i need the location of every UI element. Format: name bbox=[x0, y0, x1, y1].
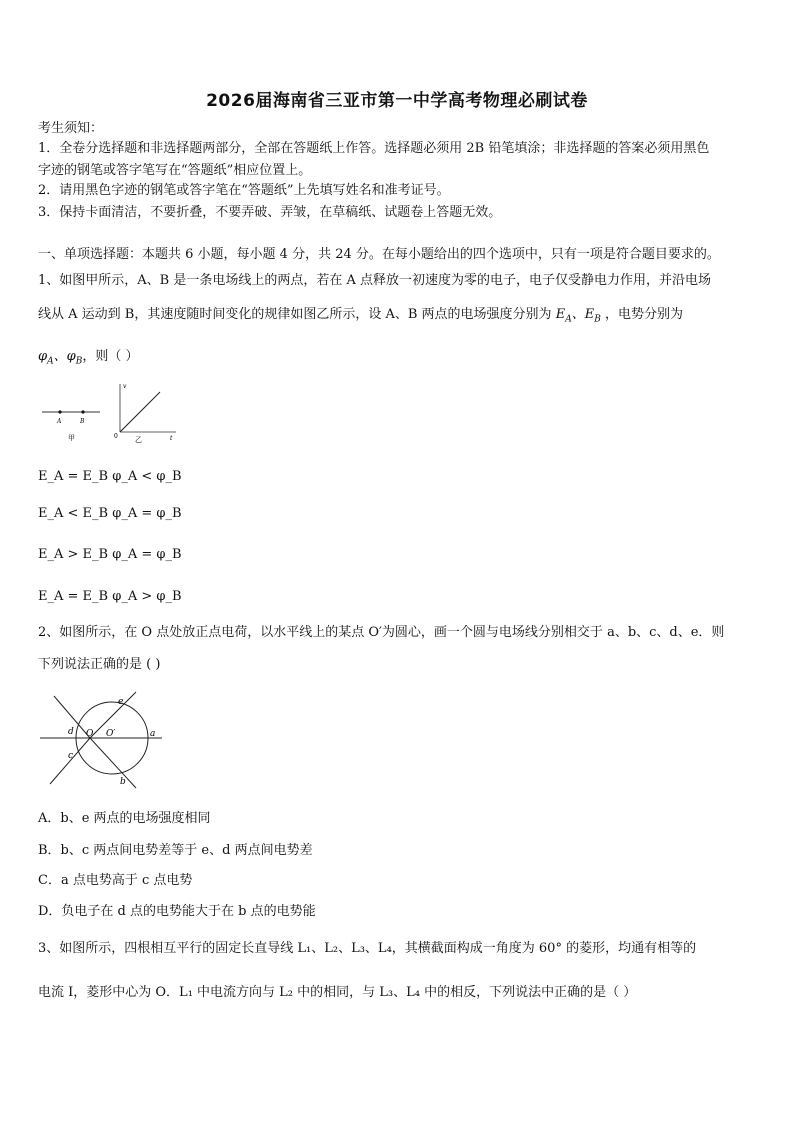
q1-figure bbox=[40, 380, 180, 444]
q2-label-o-prime: O′ bbox=[106, 729, 116, 739]
section-heading: 一、单项选择题：本题共 6 小题，每小题 4 分，共 24 分。在每小题给出的四个选项中，只有一项是符合题目要求的。 bbox=[38, 247, 720, 262]
q2-option-a[interactable]: A．b、e 两点的电场强度相同 bbox=[38, 811, 211, 826]
q1-option-d[interactable]: E_A = E_B φ_A > φ_B bbox=[38, 589, 182, 604]
q1-field-symbols: $E_A$、$E_B$ bbox=[555, 307, 601, 325]
q1-stem-line3-text: ，则（ ） bbox=[82, 349, 139, 364]
q2-label-o: O bbox=[86, 729, 94, 739]
q2-stem-line2: 下列说法正确的是 ( ) bbox=[38, 657, 161, 672]
q2-label-a: a bbox=[150, 729, 156, 739]
q1-vt-line bbox=[120, 392, 160, 432]
q2-label-e: e bbox=[118, 697, 124, 707]
q1-origin-label: 0 bbox=[114, 433, 118, 440]
q1-stem-line1: 1、如图甲所示，A、B 是一条电场线上的两点，若在 A 点释放一初速度为零的电子，电子仅受静电力作用，并沿电场 bbox=[38, 273, 711, 288]
q1-label-a: A bbox=[57, 418, 62, 425]
q1-label-yi: 乙 bbox=[135, 436, 142, 444]
q2-label-c: c bbox=[68, 751, 74, 761]
q2-field-line-down-right bbox=[90, 738, 136, 788]
q2-stem-line1: 2、如图所示，在 O 点处放正点电荷，以水平线上的某点 O′为圆心，画一个圆与电场线分别相交于 a、b、c、d、e．则 bbox=[38, 625, 725, 640]
q2-label-d: d bbox=[68, 727, 74, 737]
notice-item-1-cont: 字迹的钢笔或答字笔写在“答题纸”相应位置上。 bbox=[38, 163, 312, 178]
q1-stem-line2 bbox=[38, 306, 683, 329]
q1-axis-t-label: t bbox=[170, 435, 173, 442]
q1-stem-line2-text: 线从 A 运动到 B，其速度随时间变化的规律如图乙所示，设 A、B 两点的电场强度分别为 bbox=[38, 307, 552, 322]
q1-point-a bbox=[58, 410, 61, 413]
notice-item-3: 3．保持卡面清洁，不要折叠，不要弄破、弄皱，在草稿纸、试题卷上答题无效。 bbox=[38, 205, 502, 220]
q1-stem-line2-tail: ，电势分别为 bbox=[604, 307, 683, 322]
q1-option-c[interactable]: E_A > E_B φ_A = φ_B bbox=[38, 547, 182, 562]
notice-item-1: 1．全卷分选择题和非选择题两部分，全部在答题纸上作答。选择题必须用 2B 铅笔填涂；非选择题的答案必须用黑色 bbox=[38, 141, 710, 156]
q1-label-jia: 甲 bbox=[68, 434, 75, 442]
q1-point-b bbox=[81, 410, 84, 413]
q3-stem-line1: 3、如图所示，四根相互平行的固定长直导线 L₁、L₂、L₃、L₄，其横截面构成一角度为 60° 的菱形，均通有相等的 bbox=[38, 941, 697, 956]
q2-option-d[interactable]: D．负电子在 d 点的电势能大于在 b 点的电势能 bbox=[38, 904, 316, 919]
notice-item-2: 2．请用黑色字迹的钢笔或答字笔在“答题纸”上先填写姓名和准考证号。 bbox=[38, 183, 450, 198]
q1-stem-line3 bbox=[38, 348, 138, 371]
page-title: 2026届海南省三亚市第一中学高考物理必刷试卷 bbox=[206, 91, 588, 111]
q1-potential-symbols: $\varphi_A$、$\varphi_B$ bbox=[38, 349, 83, 367]
q2-label-b: b bbox=[120, 777, 126, 787]
q1-axis-v-label: v bbox=[123, 383, 127, 390]
q2-option-b[interactable]: B．b、c 两点间电势差等于 e、d 两点间电势差 bbox=[38, 843, 313, 858]
notice-heading: 考生须知： bbox=[38, 121, 104, 136]
q1-option-b[interactable]: E_A < E_B φ_A = φ_B bbox=[38, 506, 182, 521]
q3-stem-line2: 电流 I，菱形中心为 O．L₁ 中电流方向与 L₂ 中的相同，与 L₃、L₄ 中的相反，下列说法中正确的是（ ） bbox=[38, 985, 637, 1000]
q2-option-c[interactable]: C．a 点电势高于 c 点电势 bbox=[38, 873, 193, 888]
q1-label-b: B bbox=[80, 418, 85, 425]
q1-option-a[interactable]: E_A = E_B φ_A < φ_B bbox=[38, 469, 182, 484]
q2-figure bbox=[40, 688, 170, 798]
